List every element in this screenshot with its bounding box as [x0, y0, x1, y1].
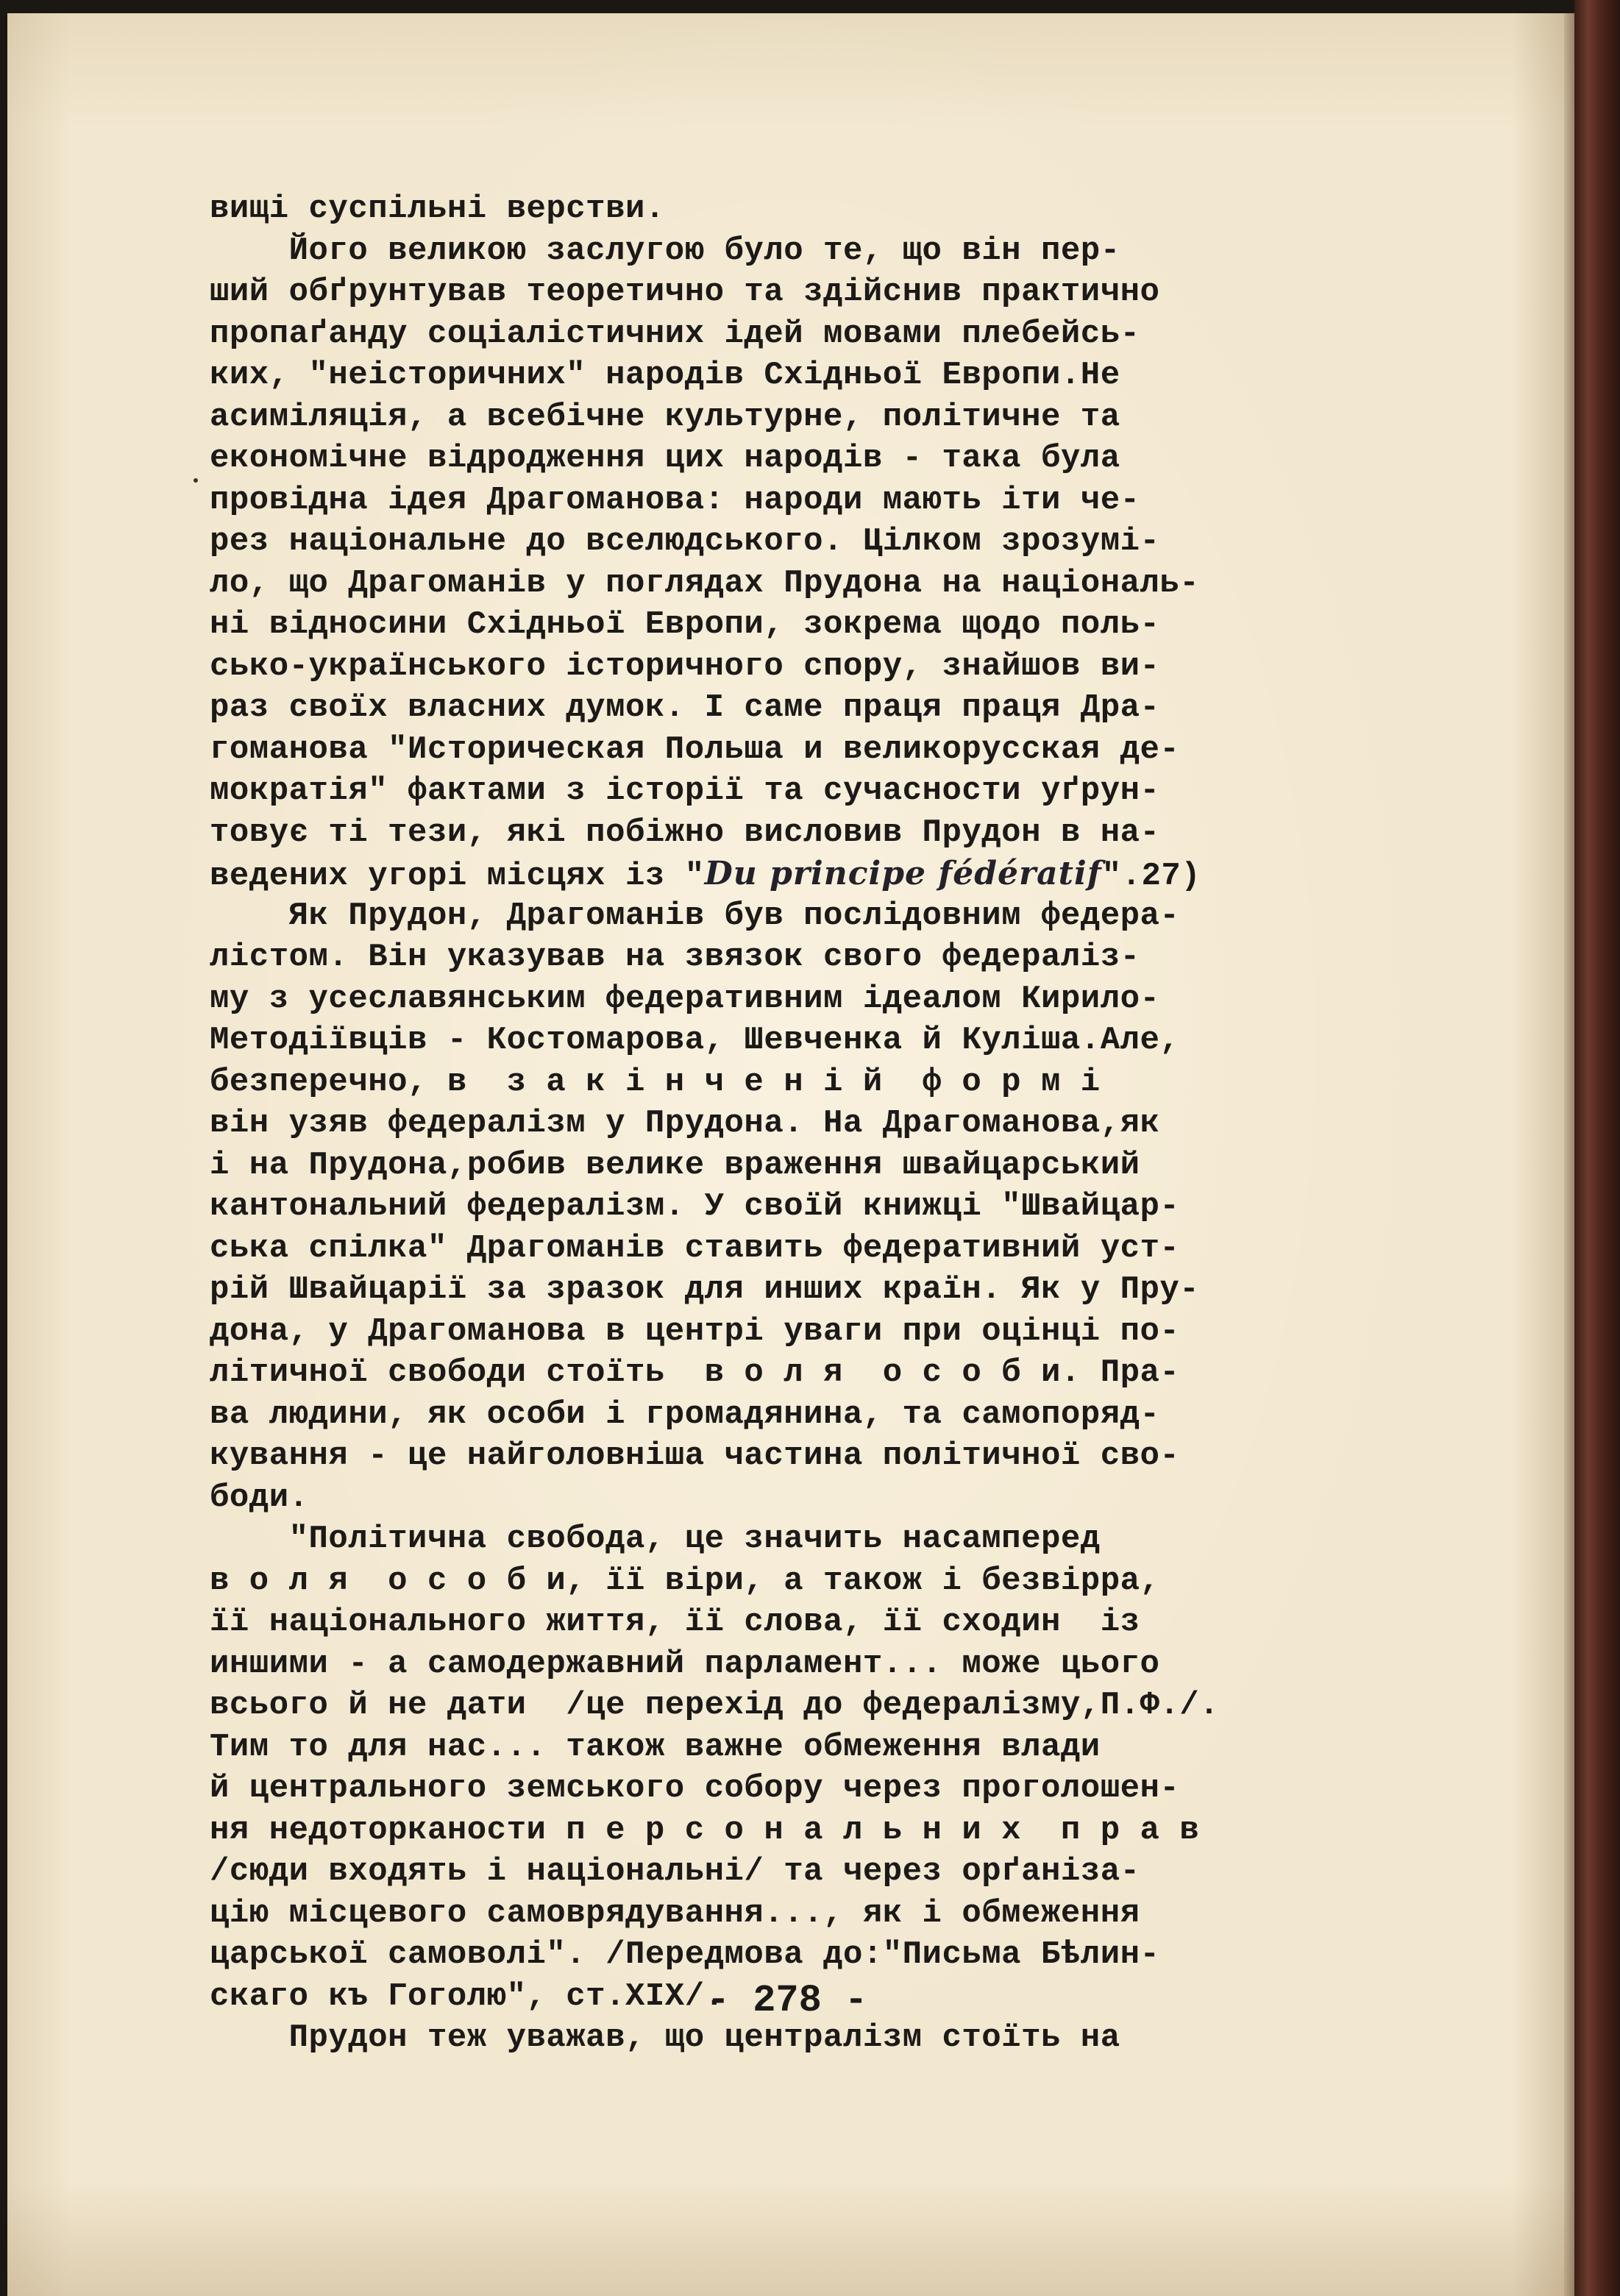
text-line: ня недоторканости п е р с о н а л ь н и х п р а в [210, 1811, 1200, 1849]
text-line: асиміляція, а всебічне культурне, політичне та [210, 398, 1120, 436]
text-line: ська спілка" Драгоманів ставить федеративний уст- [210, 1229, 1180, 1267]
text-line: безперечно, в з а к і н ч е н і й ф о р м і [210, 1063, 1101, 1101]
text-line: Методіївців - Костомарова, Шевченка й Куліша.Але, [210, 1022, 1180, 1059]
text-line: иншими - а самодержавний парламент... може цього [210, 1645, 1160, 1682]
text-line: літичної свободи стоїть в о л я о с о б и. Пра- [210, 1354, 1180, 1391]
text-line: /сюди входять і національні/ та через орґаніза- [210, 1853, 1140, 1890]
text-line: сько-українського історичного спору, знайшов ви- [210, 647, 1160, 685]
text-line: ва людини, як особи і громадянина, та самопоряд- [210, 1396, 1160, 1433]
text-line: гоманова "Историческая Польша и великорусская де- [210, 731, 1180, 768]
text-line: рій Швайцарії за зразок для инших країн. Як у Пру- [210, 1271, 1200, 1308]
text-line: "Політична свобода, це значить насамперед [210, 1521, 1101, 1557]
text-line: Прудон теж уважав, що централізм стоїть на [210, 2019, 1120, 2056]
text-line: Тим то для нас... також важне обмеження влади [210, 1728, 1101, 1766]
text-line: му з усеславянським федеративним ідеалом Кирило- [210, 980, 1160, 1017]
text-line: в о л я о с о б и, її віри, а також і безвірра, [210, 1562, 1160, 1599]
text-line: Як Прудон, Драгоманів був послідовним федера- [210, 897, 1180, 934]
text-line: лістом. Він указував на звязок свого федераліз- [210, 939, 1140, 975]
footnote-reference: ".27) [1101, 858, 1201, 895]
text-line: й центрального земського собору через проголошен- [210, 1770, 1180, 1807]
text-line: Його великою заслугою було те, що він пер- [210, 232, 1120, 269]
text-line: ні відносини Східньої Европи, зокрема щодо поль- [210, 606, 1160, 643]
text-line: раз своїх власних думок. І саме праця праця Дра- [210, 689, 1160, 726]
page-gutter-shadow [1564, 13, 1574, 2296]
text-fragment: ведених угорі місцях із " [210, 858, 705, 895]
text-line: пропаґанду соціалістичних ідей мовами плебейсь- [210, 315, 1140, 352]
typewritten-text-body [210, 188, 1446, 2059]
handwritten-book-title: Du principe fédératif [704, 855, 1102, 892]
text-line: мократія" фактами з історії та сучасности уґрун- [210, 772, 1160, 809]
text-line: і на Прудона,робив велике враження швайцарський [210, 1146, 1140, 1184]
text-line: її національного життя, її слова, її сходин із [210, 1604, 1140, 1641]
text-line: кування - це найголовніша частина політичної сво- [210, 1437, 1180, 1474]
text-line: провідна ідея Драгоманова: народи мають іти че- [210, 481, 1140, 519]
text-line: цію місцевого самоврядування..., як і обмеження [210, 1894, 1140, 1932]
text-line: ший обґрунтував теоретично та здійснив практично [210, 274, 1160, 310]
text-line: кантональний федералізм. У своїй книжці "Швайцар- [210, 1188, 1180, 1225]
page-number: - 278 - [706, 1979, 868, 2022]
text-line-with-handwritten-title [210, 853, 1446, 895]
text-line: царської самоволі". /Передмова до:"Письма Бѣлин- [210, 1936, 1160, 1973]
text-line: боди. [210, 1479, 309, 1516]
stray-ink-mark [193, 478, 198, 483]
text-line: він узяв федералізм у Прудона. На Драгоманова,як [210, 1105, 1160, 1142]
text-line: економічне відродження цих народів - така була [210, 440, 1120, 477]
text-line: ких, "неісторичних" народів Східньої Европи.Не [210, 357, 1120, 394]
text-line: дона, у Драгоманова в центрі уваги при оцінці по- [210, 1312, 1180, 1350]
book-binding [1574, 0, 1620, 2296]
text-line: ло, що Драгоманів у поглядах Прудона на національ- [210, 564, 1200, 602]
text-line: всього й не дати /це перехід до федералізму,П.Ф./. [210, 1687, 1220, 1724]
text-line: товує ті тези, які побіжно висловив Прудон в на- [210, 814, 1160, 851]
text-line: вищі суспільні верстви. [210, 191, 665, 227]
text-line: скаго къ Гоголю", ст.XIX/. [210, 1977, 725, 2015]
text-line: рез національне до вселюдського. Цілком зрозумі- [210, 523, 1160, 560]
